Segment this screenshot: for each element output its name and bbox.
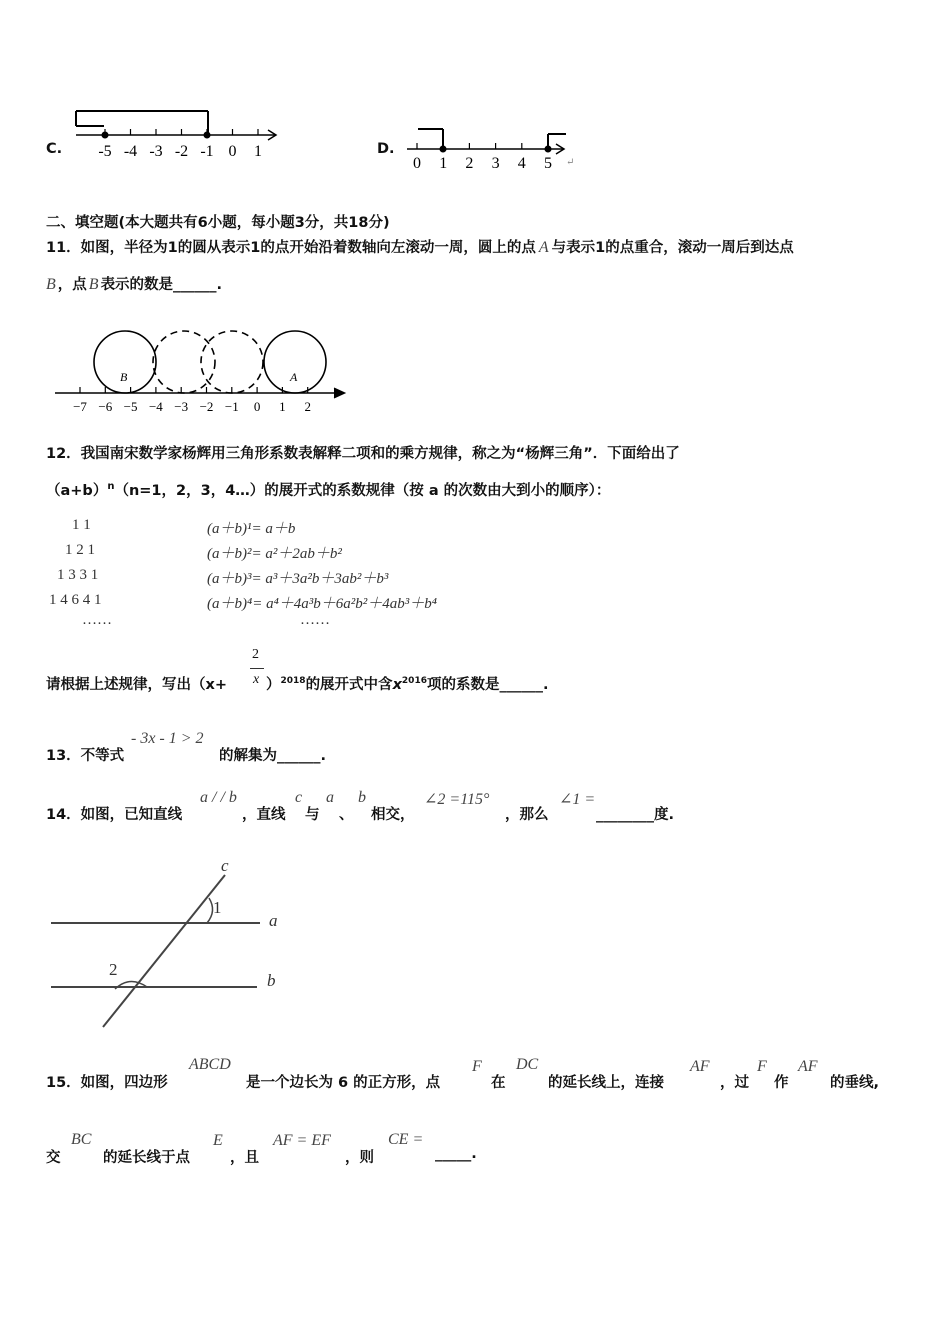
tick-label: 3	[491, 155, 500, 172]
triangle-row-4: 1 4 6 4 1	[49, 592, 102, 608]
tick-label: −6	[98, 399, 113, 414]
math-a-parallel-b: a / / b	[200, 789, 237, 806]
line-c	[103, 875, 225, 1027]
q15-text: 的垂线,	[830, 1075, 880, 1091]
math-dc: DC	[516, 1056, 539, 1073]
q14-text: 、	[339, 807, 354, 823]
q15-text: 是一个边长为 6 的正方形，点	[246, 1075, 441, 1091]
expansion-2: (a＋b)²= a²＋2ab＋b²	[207, 546, 342, 562]
math-angle1: ∠1 =	[559, 791, 596, 808]
q15-text: 作	[774, 1075, 789, 1091]
q15-text: ，则	[345, 1150, 374, 1166]
point-5	[545, 146, 552, 153]
tick-label: 1	[439, 155, 448, 172]
q11-line1	[46, 236, 794, 257]
q11-text: 与表示1的点重合，滚动一周后到达点	[551, 240, 794, 256]
q14-answer-blank: ________度.	[596, 807, 675, 823]
q12-line2	[46, 479, 610, 500]
rolling-circle-figure	[50, 318, 360, 418]
fraction-bar	[250, 668, 264, 669]
axis-arrow	[334, 388, 345, 398]
fraction-numerator: 2	[252, 647, 259, 662]
triangle-row-2: 1 2 1	[65, 542, 95, 558]
label-1: 1	[213, 898, 222, 917]
tick-label: 1	[254, 143, 262, 160]
option-d-label: D.	[377, 141, 395, 157]
q11-text: 11．如图，半径为1的圆从表示1的点开始沿着数轴向左滚动一周，圆上的点	[46, 240, 536, 256]
q12-text: 的展开式中含	[305, 677, 393, 693]
option-c-label: C.	[46, 141, 63, 157]
q15-answer-blank: _____.	[435, 1146, 477, 1162]
math-f: F	[757, 1058, 767, 1075]
q14-text: ，那么	[505, 807, 549, 823]
math-c: c	[295, 789, 303, 806]
label-b: b	[267, 971, 276, 990]
q12-text: 项的系数是______.	[426, 677, 549, 693]
q14-text: ，直线	[242, 807, 286, 823]
q15-text: 的延长线上，连接	[548, 1075, 664, 1091]
tick-label: -2	[174, 143, 189, 160]
triangle-row-1: 1 1	[72, 517, 91, 533]
tick-label: 0	[253, 399, 261, 414]
q12-text: ）	[266, 677, 281, 693]
label-c: c	[221, 856, 229, 875]
math-angle2: ∠2 =115°	[424, 791, 490, 808]
q12-text: （a+b）	[46, 483, 108, 499]
var-b: B	[88, 276, 99, 293]
number-line-c	[70, 104, 285, 170]
tick-label: 2	[304, 399, 311, 414]
q14-text: 14．如图，已知直线	[46, 807, 183, 823]
q15-text: 的延长线于点	[103, 1150, 190, 1166]
tick-label: −4	[148, 399, 163, 414]
tick-label: −3	[174, 399, 189, 414]
q15-text: ，过	[720, 1075, 749, 1091]
triangle-row-3: 1 3 3 1	[57, 567, 99, 583]
q12-text: （n=1，2，3，4…）的展开式的系数规律（按 a 的次数由大到小的顺序）：	[114, 483, 611, 499]
rolling-circle-dashed	[201, 331, 263, 393]
math-af: AF	[690, 1058, 710, 1075]
math-ce: CE =	[388, 1131, 424, 1148]
tick-label: −2	[199, 399, 214, 414]
q11-text: ，点	[57, 277, 87, 293]
q12-line3a: 请根据上述规律，写出（x+	[46, 677, 228, 693]
label-2: 2	[109, 960, 118, 979]
q11-text: 表示的数是______.	[100, 277, 223, 293]
inequality: - 3x - 1 > 2	[131, 730, 204, 747]
label-a: A	[290, 370, 298, 384]
tick-label: -1	[200, 143, 214, 160]
section-heading: 二、填空题(本大题共有6小题，每小题3分，共18分)	[46, 215, 390, 231]
tick-label: −1	[224, 399, 239, 414]
tick-label: −7	[73, 399, 87, 414]
q14-text: 相交，	[371, 807, 415, 823]
expansion-3: (a＋b)³= a³＋3a²b＋3ab²＋b³	[207, 571, 389, 587]
var-a: A	[538, 239, 549, 256]
tick-label: -4	[123, 143, 138, 160]
parallel-lines-figure	[45, 853, 295, 1033]
return-mark: ↵	[566, 157, 575, 168]
math-b: b	[358, 789, 366, 806]
tick-label: 0	[228, 143, 237, 160]
q12-line3b	[266, 673, 549, 694]
tick-label: −5	[123, 399, 138, 414]
exponent-2018: 2018	[280, 676, 306, 687]
q14-text: 与	[305, 807, 320, 823]
q15-text: 在	[491, 1075, 506, 1091]
point-minus-1	[204, 132, 211, 139]
expansion-dots: ……	[300, 612, 330, 628]
angle-1-arc	[207, 898, 213, 923]
math-abcd: ABCD	[189, 1056, 231, 1073]
point-1	[440, 146, 447, 153]
q13-text: 13．不等式	[46, 748, 125, 764]
exponent-2016: 2016	[401, 676, 427, 687]
tick-label: 0	[413, 155, 421, 172]
q13-text: 的解集为______.	[219, 748, 327, 764]
q11-line2	[46, 273, 222, 294]
var-b: B	[46, 276, 56, 293]
point-minus-5	[102, 132, 109, 139]
rolling-circle-dashed	[153, 331, 215, 393]
label-b: B	[120, 370, 128, 384]
tick-label: 1	[279, 399, 286, 414]
tick-label: -3	[149, 143, 163, 160]
q15-text: 15．如图，四边形	[46, 1075, 168, 1091]
var-x: x	[392, 677, 402, 693]
tick-label: 5	[544, 155, 552, 172]
q15-text: 交	[46, 1150, 61, 1166]
triangle-dots: ……	[82, 612, 112, 628]
tick-label: 2	[465, 155, 474, 172]
fraction-denominator: x	[253, 672, 260, 687]
expansion-4: (a＋b)⁴= a⁴＋4a³b＋6a²b²＋4ab³＋b⁴	[207, 596, 437, 612]
math-a: a	[326, 789, 334, 806]
tick-label: -5	[98, 143, 112, 160]
math-af: AF	[798, 1058, 818, 1075]
expansion-1: (a＋b)¹= a＋b	[207, 521, 296, 537]
label-a: a	[269, 911, 278, 930]
math-bc: BC	[71, 1131, 92, 1148]
q12-line1: 12．我国南宋数学家杨辉用三角形系数表解释二项和的乘方规律，称之为“杨辉三角”．下面给出了	[46, 446, 680, 462]
q15-text: ，且	[230, 1150, 259, 1166]
math-f: F	[472, 1058, 482, 1075]
tick-label: 4	[517, 155, 526, 172]
math-e: E	[213, 1132, 223, 1149]
number-line-d	[403, 120, 583, 172]
exponent-n: n	[107, 481, 115, 493]
math-af-eq-ef: AF = EF	[273, 1132, 331, 1149]
